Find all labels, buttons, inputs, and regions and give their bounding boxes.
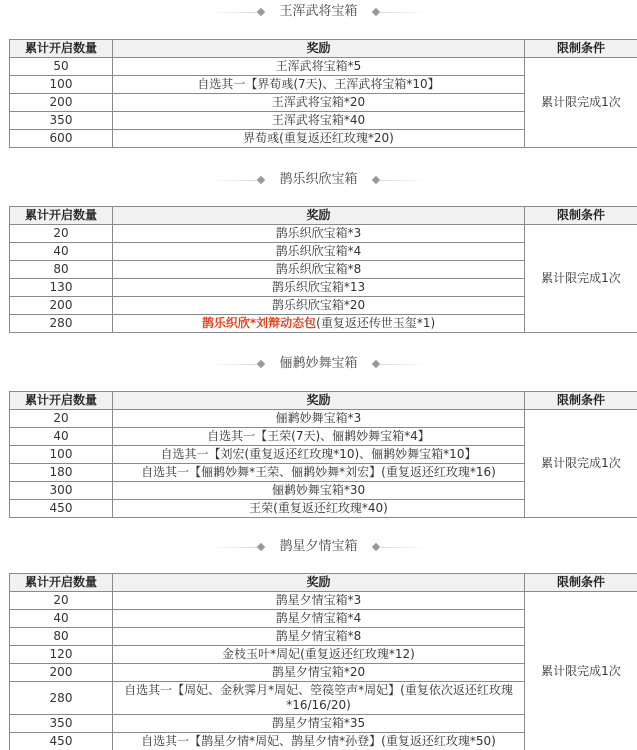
count-cell: 100 bbox=[10, 446, 113, 464]
header-count: 累计开启数量 bbox=[10, 40, 113, 58]
reward-cell: 自选其一【王荣(7天)、俪鹣妙舞宝箱*4】 bbox=[113, 428, 525, 446]
reward-cell: 金枝玉叶*周妃(重复返还红玫瑰*12) bbox=[113, 646, 525, 664]
diamond-icon bbox=[257, 360, 265, 368]
limit-cell: 累计限完成1次 bbox=[525, 592, 637, 750]
header-reward: 奖励 bbox=[113, 392, 525, 410]
reward-table-3 bbox=[9, 391, 637, 518]
table-row bbox=[10, 410, 637, 428]
reward-cell: 界荀彧(重复返还红玫瑰*20) bbox=[113, 130, 525, 148]
section-heading: 俪鹣妙舞宝箱 bbox=[279, 356, 358, 371]
reward-cell: 自选其一【鹊星夕情*周妃、鹊星夕情*孙登】(重复返还红玫瑰*50) bbox=[113, 733, 525, 750]
divider-line bbox=[379, 547, 427, 548]
count-cell: 40 bbox=[10, 243, 113, 261]
count-cell: 100 bbox=[10, 76, 113, 94]
count-cell: 200 bbox=[10, 297, 113, 315]
count-cell: 120 bbox=[10, 646, 113, 664]
table-header-row bbox=[10, 207, 637, 225]
section-title-3 bbox=[0, 354, 637, 374]
divider-line bbox=[379, 364, 427, 365]
reward-cell: 鹊乐织欣宝箱*20 bbox=[113, 297, 525, 315]
reward-table-1 bbox=[9, 39, 637, 148]
section-title-2 bbox=[0, 170, 637, 190]
count-cell: 300 bbox=[10, 482, 113, 500]
reward-cell: 王荣(重复返还红玫瑰*40) bbox=[113, 500, 525, 518]
header-limit: 限制条件 bbox=[525, 574, 637, 592]
reward-cell: 自选其一【周妃、金秋霁月*周妃、箜篌箜声*周妃】(重复依次返还红玫瑰*16/16/20) bbox=[113, 682, 525, 715]
table-row bbox=[10, 225, 637, 243]
table-header-row bbox=[10, 574, 637, 592]
divider-line bbox=[210, 180, 258, 181]
header-limit: 限制条件 bbox=[525, 207, 637, 225]
count-cell: 450 bbox=[10, 500, 113, 518]
count-cell: 350 bbox=[10, 715, 113, 733]
highlight-reward-text: 鹊乐织欣*刘辩动态包 bbox=[201, 316, 317, 330]
divider-line bbox=[210, 364, 258, 365]
reward-cell bbox=[113, 315, 525, 333]
divider-line bbox=[210, 12, 258, 13]
count-cell: 200 bbox=[10, 94, 113, 112]
section-heading: 王浑武将宝箱 bbox=[279, 4, 358, 19]
count-cell: 40 bbox=[10, 610, 113, 628]
table-row bbox=[10, 592, 637, 610]
count-cell: 20 bbox=[10, 592, 113, 610]
count-cell: 50 bbox=[10, 58, 113, 76]
header-reward: 奖励 bbox=[113, 40, 525, 58]
count-cell: 600 bbox=[10, 130, 113, 148]
reward-cell: 鹊星夕情宝箱*35 bbox=[113, 715, 525, 733]
table-row bbox=[10, 58, 637, 76]
reward-cell: 俪鹣妙舞宝箱*30 bbox=[113, 482, 525, 500]
count-cell: 130 bbox=[10, 279, 113, 297]
count-cell: 20 bbox=[10, 410, 113, 428]
limit-cell: 累计限完成1次 bbox=[525, 225, 637, 333]
section-title-4 bbox=[0, 537, 637, 557]
reward-cell: 鹊星夕情宝箱*8 bbox=[113, 628, 525, 646]
reward-table-2 bbox=[9, 206, 637, 333]
diamond-icon bbox=[257, 8, 265, 16]
section-title-1 bbox=[0, 2, 637, 22]
reward-cell: 王浑武将宝箱*5 bbox=[113, 58, 525, 76]
divider-line bbox=[379, 12, 427, 13]
divider-line bbox=[379, 180, 427, 181]
diamond-icon bbox=[257, 176, 265, 184]
section-heading: 鹊星夕情宝箱 bbox=[279, 539, 358, 554]
count-cell: 280 bbox=[10, 315, 113, 333]
reward-table-4 bbox=[9, 573, 637, 750]
reward-cell: 鹊星夕情宝箱*4 bbox=[113, 610, 525, 628]
count-cell: 20 bbox=[10, 225, 113, 243]
count-cell: 450 bbox=[10, 733, 113, 750]
reward-cell: 鹊乐织欣宝箱*13 bbox=[113, 279, 525, 297]
count-cell: 40 bbox=[10, 428, 113, 446]
reward-cell: 自选其一【界荀彧(7天)、王浑武将宝箱*10】 bbox=[113, 76, 525, 94]
reward-cell: 鹊乐织欣宝箱*3 bbox=[113, 225, 525, 243]
count-cell: 350 bbox=[10, 112, 113, 130]
table-header-row bbox=[10, 40, 637, 58]
limit-cell: 累计限完成1次 bbox=[525, 58, 637, 148]
reward-cell: 自选其一【刘宏(重复返还红玫瑰*10)、俪鹣妙舞宝箱*10】 bbox=[113, 446, 525, 464]
divider-line bbox=[210, 547, 258, 548]
header-count: 累计开启数量 bbox=[10, 207, 113, 225]
reward-note-text: (重复返还传世玉玺*1) bbox=[316, 316, 436, 330]
count-cell: 80 bbox=[10, 261, 113, 279]
header-reward: 奖励 bbox=[113, 207, 525, 225]
reward-cell: 鹊星夕情宝箱*20 bbox=[113, 664, 525, 682]
count-cell: 280 bbox=[10, 682, 113, 715]
table-header-row bbox=[10, 392, 637, 410]
reward-cell: 鹊乐织欣宝箱*4 bbox=[113, 243, 525, 261]
diamond-icon bbox=[257, 543, 265, 551]
count-cell: 180 bbox=[10, 464, 113, 482]
header-count: 累计开启数量 bbox=[10, 392, 113, 410]
count-cell: 200 bbox=[10, 664, 113, 682]
reward-cell: 自选其一【俪鹣妙舞*王荣、俪鹣妙舞*刘宏】(重复返还红玫瑰*16) bbox=[113, 464, 525, 482]
header-count: 累计开启数量 bbox=[10, 574, 113, 592]
reward-cell: 俪鹣妙舞宝箱*3 bbox=[113, 410, 525, 428]
count-cell: 80 bbox=[10, 628, 113, 646]
header-limit: 限制条件 bbox=[525, 392, 637, 410]
reward-cell: 王浑武将宝箱*40 bbox=[113, 112, 525, 130]
header-limit: 限制条件 bbox=[525, 40, 637, 58]
section-heading: 鹊乐织欣宝箱 bbox=[279, 172, 358, 187]
reward-cell: 王浑武将宝箱*20 bbox=[113, 94, 525, 112]
header-reward: 奖励 bbox=[113, 574, 525, 592]
reward-cell: 鹊乐织欣宝箱*8 bbox=[113, 261, 525, 279]
limit-cell: 累计限完成1次 bbox=[525, 410, 637, 518]
reward-cell: 鹊星夕情宝箱*3 bbox=[113, 592, 525, 610]
